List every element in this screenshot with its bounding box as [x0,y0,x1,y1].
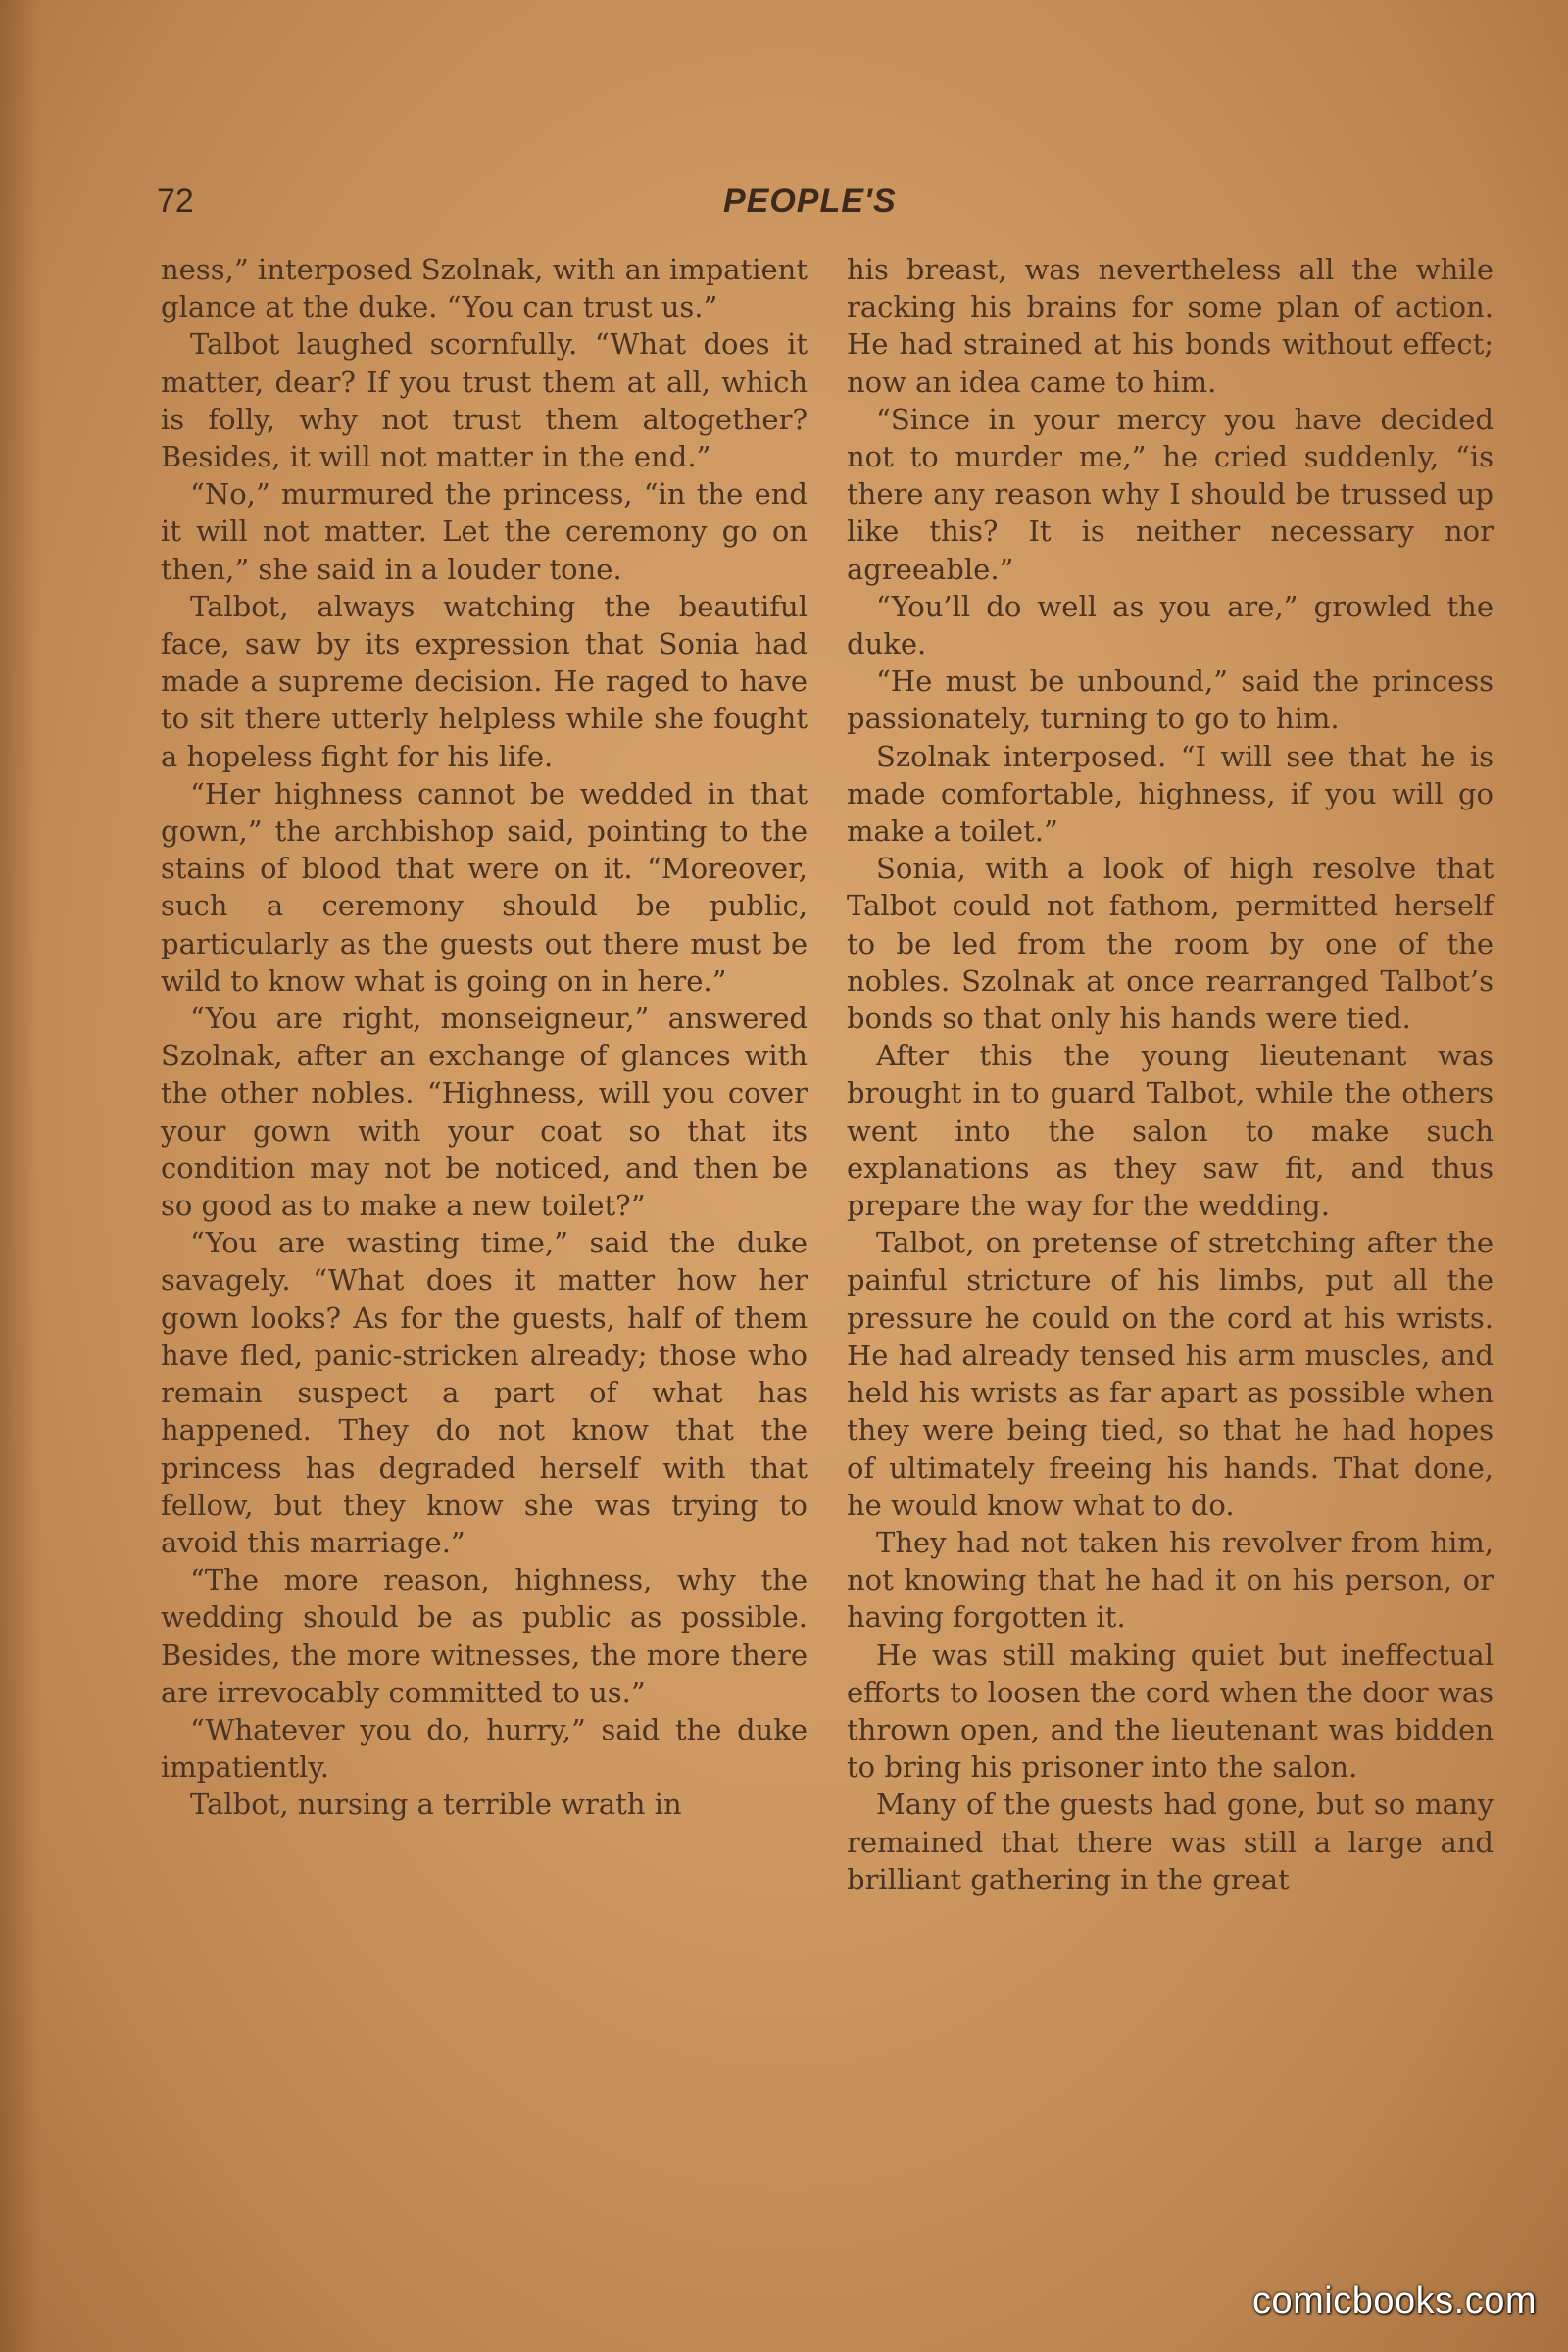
paragraph: “He must be unbound,” said the princess passionately, turning to go to him. [847,664,1494,736]
page-edge-shadow [0,0,39,2352]
paragraph: After this the young lieutenant was brought in to guard Talbot, while the others went into the salon to make such explanations as they saw fit, and thus prepare the way for the wedding. [847,1039,1494,1223]
paragraph: “You’ll do well as you are,” growled the duke. [847,589,1494,662]
paragraph: ness,” interposed Szolnak, with an impatient glance at the duke. “You can trust us.” [161,253,808,324]
paragraph: Sonia, with a look of high resolve that Talbot could not fathom, permitted herself to be led from the room by one of the nobles. Szolnak at once rearranged Talbot’s bonds so that only his hands were tied. [847,852,1494,1036]
paragraph: He was still making quiet but ineffectual efforts to loosen the cord when the door was thrown open, and the lieutenant was bidden to bring his prisoner into the salon. [847,1638,1494,1785]
watermark-logo: comicbooks.com [1252,2280,1537,2322]
paragraph: his breast, was nevertheless all the while racking his brains for some plan of action. He had strained at his bonds without effect; now an idea came to him. [847,253,1494,399]
paragraph: “The more reason, highness, why the wedding should be as public as possible. Besides, the more witnesses, the more there are irrevocably committed to us.” [161,1563,808,1709]
paragraph: Talbot laughed scornfully. “What does it matter, dear? If you trust them at all, which is folly, why not trust them altogether? Besides, it will not matter in the end.” [161,327,808,474]
running-head: PEOPLE'S [723,182,897,220]
paragraph: “You are wasting time,” said the duke savagely. “What does it matter how her gown looks? As for the guests, half of them have fled, panic-stricken already; those who remain suspect a part of what has happened. They do not know that the princess has degraded herself with that fellow, but they know she was trying to avoid this marriage.” [161,1226,808,1559]
paragraph: “Whatever you do, hurry,” said the duke impatiently. [161,1712,808,1785]
paragraph: They had not taken his revolver from him, not knowing that he had it on his person, or having forgotten it. [847,1525,1494,1635]
paragraph: Talbot, on pretense of stretching after the painful stricture of his limbs, put all the pressure he could on the cord at his wrists. He had already tensed his arm muscles, and held his wrists as far apart as possible when they were being tied, so that he had hopes of ultimately freeing his hands. That done, he would know what to do. [847,1226,1494,1522]
page-number: 72 [157,182,194,220]
paragraph: Talbot, always watching the beautiful face, saw by its expression that Sonia had made a supreme decision. He raged to have to sit there utterly helpless while she fought a hopeless fight for his life. [161,589,808,773]
paragraph: “No,” murmured the princess, “in the end it will not matter. Let the ceremony go on then,” she said in a louder tone. [161,477,808,586]
paragraph: Many of the guests had gone, but so many remained that there was still a large and brilliant gathering in the great [847,1788,1494,1896]
paragraph: “You are right, monseigneur,” answered Szolnak, after an exchange of glances with the other nobles. “Highness, will you cover your gown with your coat so that its condition may not be noticed, and then be so good as to make a new toilet?” [161,1002,808,1223]
page-header [157,182,1490,227]
left-column [161,251,808,1824]
paragraph: Talbot, nursing a terrible wrath in [190,1788,682,1822]
paragraph: Szolnak interposed. “I will see that he is made comfortable, highness, if you will go make a toilet.” [847,739,1494,849]
right-column [847,251,1494,1898]
paragraph: “Her highness cannot be wedded in that gown,” the archbishop said, pointing to the stains of blood that were on it. “Moreover, such a ceremony should be public, particularly as the guests out there must be wild to know what is going on in here.” [161,776,808,998]
paragraph: “Since in your mercy you have decided not to murder me,” he cried suddenly, “is there any reason why I should be trussed up like this? It is neither necessary nor agreeable.” [847,402,1494,586]
